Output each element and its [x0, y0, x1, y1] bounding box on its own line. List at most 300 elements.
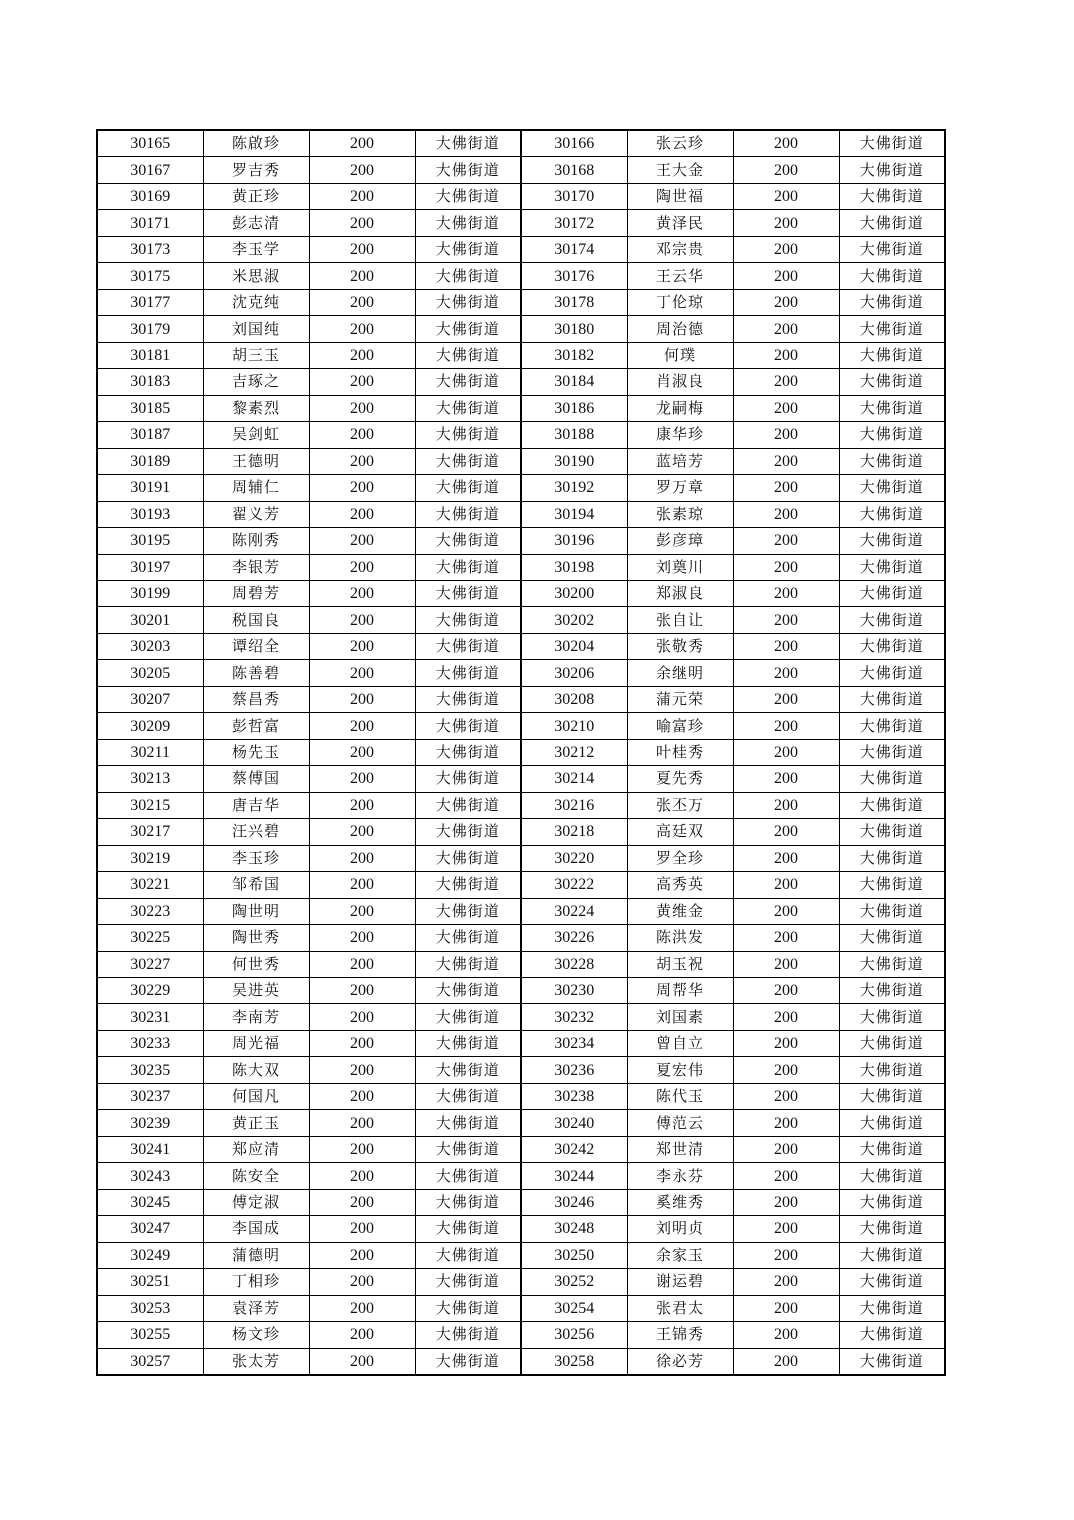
- left-street-cell: 大佛街道: [415, 1057, 521, 1083]
- left-amount-cell: 200: [309, 448, 415, 474]
- right-name-cell: 蓝培芳: [627, 448, 733, 474]
- left-amount-cell: 200: [309, 792, 415, 818]
- right-amount-cell: 200: [733, 898, 839, 924]
- right-id-cell: 30214: [521, 766, 627, 792]
- right-street-cell: 大佛街道: [839, 342, 945, 368]
- right-name-cell: 郑淑良: [627, 580, 733, 606]
- table-row: [97, 554, 945, 580]
- right-street-cell: 大佛街道: [839, 130, 945, 157]
- right-id-cell: 30230: [521, 978, 627, 1004]
- right-street-cell: 大佛街道: [839, 580, 945, 606]
- left-amount-cell: 200: [309, 263, 415, 289]
- left-amount-cell: 200: [309, 1083, 415, 1109]
- left-name-cell: 陶世秀: [203, 925, 309, 951]
- table-row: [97, 660, 945, 686]
- right-street-cell: 大佛街道: [839, 660, 945, 686]
- right-street-cell: 大佛街道: [839, 422, 945, 448]
- right-street-cell: 大佛街道: [839, 1348, 945, 1375]
- left-amount-cell: 200: [309, 766, 415, 792]
- left-street-cell: 大佛街道: [415, 660, 521, 686]
- left-street-cell: 大佛街道: [415, 422, 521, 448]
- table-row: [97, 183, 945, 209]
- table-row: [97, 263, 945, 289]
- table-row: [97, 607, 945, 633]
- right-name-cell: 曾自立: [627, 1030, 733, 1056]
- right-id-cell: 30256: [521, 1322, 627, 1348]
- left-street-cell: 大佛街道: [415, 898, 521, 924]
- left-street-cell: 大佛街道: [415, 978, 521, 1004]
- left-amount-cell: 200: [309, 236, 415, 262]
- table-row: [97, 1083, 945, 1109]
- right-street-cell: 大佛街道: [839, 898, 945, 924]
- left-id-cell: 30209: [97, 713, 203, 739]
- left-name-cell: 吴剑虹: [203, 422, 309, 448]
- left-id-cell: 30169: [97, 183, 203, 209]
- right-amount-cell: 200: [733, 951, 839, 977]
- left-street-cell: 大佛街道: [415, 263, 521, 289]
- left-street-cell: 大佛街道: [415, 792, 521, 818]
- right-id-cell: 30184: [521, 369, 627, 395]
- left-id-cell: 30207: [97, 686, 203, 712]
- left-amount-cell: 200: [309, 501, 415, 527]
- left-name-cell: 陈安全: [203, 1163, 309, 1189]
- right-street-cell: 大佛街道: [839, 792, 945, 818]
- left-amount-cell: 200: [309, 369, 415, 395]
- right-id-cell: 30246: [521, 1189, 627, 1215]
- right-id-cell: 30250: [521, 1242, 627, 1268]
- left-street-cell: 大佛街道: [415, 554, 521, 580]
- left-amount-cell: 200: [309, 633, 415, 659]
- left-amount-cell: 200: [309, 845, 415, 871]
- right-amount-cell: 200: [733, 1269, 839, 1295]
- table-row: [97, 289, 945, 315]
- left-street-cell: 大佛街道: [415, 1295, 521, 1321]
- right-amount-cell: 200: [733, 978, 839, 1004]
- right-street-cell: 大佛街道: [839, 554, 945, 580]
- left-street-cell: 大佛街道: [415, 395, 521, 421]
- left-street-cell: 大佛街道: [415, 342, 521, 368]
- table-row: [97, 422, 945, 448]
- right-id-cell: 30196: [521, 528, 627, 554]
- left-amount-cell: 200: [309, 978, 415, 1004]
- left-id-cell: 30257: [97, 1348, 203, 1375]
- right-amount-cell: 200: [733, 1030, 839, 1056]
- left-amount-cell: 200: [309, 130, 415, 157]
- right-street-cell: 大佛街道: [839, 713, 945, 739]
- right-amount-cell: 200: [733, 1322, 839, 1348]
- right-amount-cell: 200: [733, 845, 839, 871]
- right-name-cell: 王大金: [627, 157, 733, 183]
- right-id-cell: 30238: [521, 1083, 627, 1109]
- roster-table-body: [97, 130, 945, 1375]
- left-id-cell: 30193: [97, 501, 203, 527]
- left-id-cell: 30181: [97, 342, 203, 368]
- right-id-cell: 30176: [521, 263, 627, 289]
- right-name-cell: 黄泽民: [627, 210, 733, 236]
- right-name-cell: 龙嗣梅: [627, 395, 733, 421]
- right-id-cell: 30234: [521, 1030, 627, 1056]
- left-name-cell: 黄正玉: [203, 1110, 309, 1136]
- right-name-cell: 张自让: [627, 607, 733, 633]
- right-amount-cell: 200: [733, 819, 839, 845]
- right-name-cell: 张云珍: [627, 130, 733, 157]
- right-street-cell: 大佛街道: [839, 210, 945, 236]
- table-row: [97, 1242, 945, 1268]
- left-street-cell: 大佛街道: [415, 1242, 521, 1268]
- right-amount-cell: 200: [733, 872, 839, 898]
- table-row: [97, 210, 945, 236]
- left-id-cell: 30179: [97, 316, 203, 342]
- left-id-cell: 30253: [97, 1295, 203, 1321]
- right-id-cell: 30194: [521, 501, 627, 527]
- right-id-cell: 30226: [521, 925, 627, 951]
- left-amount-cell: 200: [309, 1057, 415, 1083]
- right-name-cell: 张丕万: [627, 792, 733, 818]
- right-id-cell: 30252: [521, 1269, 627, 1295]
- left-id-cell: 30205: [97, 660, 203, 686]
- right-amount-cell: 200: [733, 1110, 839, 1136]
- left-street-cell: 大佛街道: [415, 1269, 521, 1295]
- left-street-cell: 大佛街道: [415, 1083, 521, 1109]
- left-street-cell: 大佛街道: [415, 475, 521, 501]
- right-street-cell: 大佛街道: [839, 872, 945, 898]
- left-amount-cell: 200: [309, 1030, 415, 1056]
- left-amount-cell: 200: [309, 183, 415, 209]
- right-street-cell: 大佛街道: [839, 448, 945, 474]
- right-amount-cell: 200: [733, 1136, 839, 1162]
- left-amount-cell: 200: [309, 872, 415, 898]
- right-name-cell: 周治德: [627, 316, 733, 342]
- right-name-cell: 刘奠川: [627, 554, 733, 580]
- left-street-cell: 大佛街道: [415, 1216, 521, 1242]
- left-name-cell: 米思淑: [203, 263, 309, 289]
- right-name-cell: 喻富珍: [627, 713, 733, 739]
- left-id-cell: 30243: [97, 1163, 203, 1189]
- right-amount-cell: 200: [733, 422, 839, 448]
- left-street-cell: 大佛街道: [415, 210, 521, 236]
- right-street-cell: 大佛街道: [839, 607, 945, 633]
- left-name-cell: 杨文珍: [203, 1322, 309, 1348]
- right-id-cell: 30224: [521, 898, 627, 924]
- right-amount-cell: 200: [733, 607, 839, 633]
- left-name-cell: 谭绍全: [203, 633, 309, 659]
- left-id-cell: 30219: [97, 845, 203, 871]
- right-name-cell: 夏先秀: [627, 766, 733, 792]
- table-row: [97, 951, 945, 977]
- right-amount-cell: 200: [733, 1163, 839, 1189]
- right-amount-cell: 200: [733, 580, 839, 606]
- left-name-cell: 黎素烈: [203, 395, 309, 421]
- left-id-cell: 30189: [97, 448, 203, 474]
- right-id-cell: 30168: [521, 157, 627, 183]
- left-street-cell: 大佛街道: [415, 633, 521, 659]
- right-id-cell: 30254: [521, 1295, 627, 1321]
- right-id-cell: 30174: [521, 236, 627, 262]
- right-id-cell: 30178: [521, 289, 627, 315]
- left-name-cell: 李银芳: [203, 554, 309, 580]
- right-id-cell: 30242: [521, 1136, 627, 1162]
- left-name-cell: 彭志清: [203, 210, 309, 236]
- left-amount-cell: 200: [309, 554, 415, 580]
- table-row: [97, 236, 945, 262]
- right-street-cell: 大佛街道: [839, 475, 945, 501]
- left-amount-cell: 200: [309, 395, 415, 421]
- right-name-cell: 郑世清: [627, 1136, 733, 1162]
- right-street-cell: 大佛街道: [839, 1110, 945, 1136]
- right-id-cell: 30180: [521, 316, 627, 342]
- right-street-cell: 大佛街道: [839, 1242, 945, 1268]
- right-name-cell: 傅范云: [627, 1110, 733, 1136]
- left-amount-cell: 200: [309, 1322, 415, 1348]
- right-amount-cell: 200: [733, 1295, 839, 1321]
- table-row: [97, 1030, 945, 1056]
- right-id-cell: 30202: [521, 607, 627, 633]
- right-amount-cell: 200: [733, 660, 839, 686]
- right-name-cell: 陈代玉: [627, 1083, 733, 1109]
- left-id-cell: 30201: [97, 607, 203, 633]
- table-row: [97, 1189, 945, 1215]
- right-id-cell: 30220: [521, 845, 627, 871]
- right-name-cell: 蒲元荣: [627, 686, 733, 712]
- table-row: [97, 130, 945, 157]
- left-name-cell: 周辅仁: [203, 475, 309, 501]
- right-street-cell: 大佛街道: [839, 925, 945, 951]
- right-street-cell: 大佛街道: [839, 395, 945, 421]
- left-name-cell: 杨先玉: [203, 739, 309, 765]
- right-id-cell: 30170: [521, 183, 627, 209]
- left-amount-cell: 200: [309, 1216, 415, 1242]
- right-name-cell: 康华珍: [627, 422, 733, 448]
- right-street-cell: 大佛街道: [839, 633, 945, 659]
- left-id-cell: 30191: [97, 475, 203, 501]
- right-street-cell: 大佛街道: [839, 1216, 945, 1242]
- right-name-cell: 高秀英: [627, 872, 733, 898]
- right-street-cell: 大佛街道: [839, 183, 945, 209]
- left-id-cell: 30211: [97, 739, 203, 765]
- right-id-cell: 30166: [521, 130, 627, 157]
- left-id-cell: 30255: [97, 1322, 203, 1348]
- right-name-cell: 胡玉祝: [627, 951, 733, 977]
- left-id-cell: 30241: [97, 1136, 203, 1162]
- right-id-cell: 30186: [521, 395, 627, 421]
- right-id-cell: 30244: [521, 1163, 627, 1189]
- left-amount-cell: 200: [309, 819, 415, 845]
- right-amount-cell: 200: [733, 316, 839, 342]
- table-row: [97, 1322, 945, 1348]
- right-street-cell: 大佛街道: [839, 263, 945, 289]
- left-name-cell: 丁相珍: [203, 1269, 309, 1295]
- right-name-cell: 徐必芳: [627, 1348, 733, 1375]
- left-street-cell: 大佛街道: [415, 713, 521, 739]
- right-name-cell: 夏宏伟: [627, 1057, 733, 1083]
- right-street-cell: 大佛街道: [839, 369, 945, 395]
- table-row: [97, 898, 945, 924]
- right-name-cell: 刘国素: [627, 1004, 733, 1030]
- left-name-cell: 郑应清: [203, 1136, 309, 1162]
- right-id-cell: 30200: [521, 580, 627, 606]
- left-street-cell: 大佛街道: [415, 1030, 521, 1056]
- left-street-cell: 大佛街道: [415, 686, 521, 712]
- right-amount-cell: 200: [733, 448, 839, 474]
- left-id-cell: 30233: [97, 1030, 203, 1056]
- left-amount-cell: 200: [309, 951, 415, 977]
- left-id-cell: 30225: [97, 925, 203, 951]
- right-street-cell: 大佛街道: [839, 157, 945, 183]
- left-street-cell: 大佛街道: [415, 925, 521, 951]
- right-amount-cell: 200: [733, 766, 839, 792]
- table-row: [97, 448, 945, 474]
- table-row: [97, 342, 945, 368]
- left-id-cell: 30239: [97, 1110, 203, 1136]
- left-name-cell: 李国成: [203, 1216, 309, 1242]
- right-amount-cell: 200: [733, 1348, 839, 1375]
- left-street-cell: 大佛街道: [415, 1110, 521, 1136]
- left-id-cell: 30215: [97, 792, 203, 818]
- left-amount-cell: 200: [309, 1110, 415, 1136]
- right-id-cell: 30188: [521, 422, 627, 448]
- table-row: [97, 872, 945, 898]
- left-amount-cell: 200: [309, 157, 415, 183]
- left-amount-cell: 200: [309, 210, 415, 236]
- right-name-cell: 罗全珍: [627, 845, 733, 871]
- right-amount-cell: 200: [733, 686, 839, 712]
- table-row: [97, 1163, 945, 1189]
- right-name-cell: 邓宗贵: [627, 236, 733, 262]
- right-amount-cell: 200: [733, 1189, 839, 1215]
- left-name-cell: 袁泽芳: [203, 1295, 309, 1321]
- table-row: [97, 925, 945, 951]
- right-amount-cell: 200: [733, 1242, 839, 1268]
- left-id-cell: 30183: [97, 369, 203, 395]
- right-id-cell: 30210: [521, 713, 627, 739]
- right-name-cell: 谢运碧: [627, 1269, 733, 1295]
- left-id-cell: 30203: [97, 633, 203, 659]
- right-street-cell: 大佛街道: [839, 1189, 945, 1215]
- right-amount-cell: 200: [733, 739, 839, 765]
- right-amount-cell: 200: [733, 369, 839, 395]
- left-amount-cell: 200: [309, 739, 415, 765]
- left-name-cell: 陈刚秀: [203, 528, 309, 554]
- right-street-cell: 大佛街道: [839, 1163, 945, 1189]
- table-row: [97, 845, 945, 871]
- table-row: [97, 316, 945, 342]
- left-amount-cell: 200: [309, 1242, 415, 1268]
- left-id-cell: 30165: [97, 130, 203, 157]
- right-street-cell: 大佛街道: [839, 1057, 945, 1083]
- right-street-cell: 大佛街道: [839, 1030, 945, 1056]
- left-id-cell: 30175: [97, 263, 203, 289]
- right-id-cell: 30212: [521, 739, 627, 765]
- table-row: [97, 978, 945, 1004]
- left-name-cell: 周光福: [203, 1030, 309, 1056]
- right-id-cell: 30222: [521, 872, 627, 898]
- left-amount-cell: 200: [309, 1295, 415, 1321]
- right-id-cell: 30206: [521, 660, 627, 686]
- right-amount-cell: 200: [733, 792, 839, 818]
- left-amount-cell: 200: [309, 925, 415, 951]
- right-street-cell: 大佛街道: [839, 766, 945, 792]
- left-id-cell: 30247: [97, 1216, 203, 1242]
- left-name-cell: 邹希国: [203, 872, 309, 898]
- left-name-cell: 张太芳: [203, 1348, 309, 1375]
- left-street-cell: 大佛街道: [415, 369, 521, 395]
- right-name-cell: 张敬秀: [627, 633, 733, 659]
- left-amount-cell: 200: [309, 898, 415, 924]
- left-name-cell: 陶世明: [203, 898, 309, 924]
- left-name-cell: 陈啟珍: [203, 130, 309, 157]
- right-amount-cell: 200: [733, 528, 839, 554]
- right-amount-cell: 200: [733, 713, 839, 739]
- left-name-cell: 蔡傅国: [203, 766, 309, 792]
- right-amount-cell: 200: [733, 1004, 839, 1030]
- left-name-cell: 陈大双: [203, 1057, 309, 1083]
- right-id-cell: 30228: [521, 951, 627, 977]
- left-amount-cell: 200: [309, 422, 415, 448]
- left-amount-cell: 200: [309, 342, 415, 368]
- left-name-cell: 吴进英: [203, 978, 309, 1004]
- left-amount-cell: 200: [309, 475, 415, 501]
- right-street-cell: 大佛街道: [839, 1136, 945, 1162]
- left-amount-cell: 200: [309, 1136, 415, 1162]
- right-amount-cell: 200: [733, 263, 839, 289]
- left-amount-cell: 200: [309, 1269, 415, 1295]
- right-id-cell: 30216: [521, 792, 627, 818]
- table-row: [97, 1348, 945, 1375]
- right-amount-cell: 200: [733, 183, 839, 209]
- right-amount-cell: 200: [733, 1057, 839, 1083]
- left-amount-cell: 200: [309, 607, 415, 633]
- left-id-cell: 30199: [97, 580, 203, 606]
- right-amount-cell: 200: [733, 157, 839, 183]
- right-name-cell: 王锦秀: [627, 1322, 733, 1348]
- left-id-cell: 30217: [97, 819, 203, 845]
- left-id-cell: 30245: [97, 1189, 203, 1215]
- left-name-cell: 李玉学: [203, 236, 309, 262]
- right-name-cell: 何璞: [627, 342, 733, 368]
- right-name-cell: 叶桂秀: [627, 739, 733, 765]
- right-id-cell: 30240: [521, 1110, 627, 1136]
- right-name-cell: 丁伦琼: [627, 289, 733, 315]
- left-street-cell: 大佛街道: [415, 951, 521, 977]
- roster-table: [96, 129, 946, 1376]
- right-street-cell: 大佛街道: [839, 1269, 945, 1295]
- left-name-cell: 翟义芳: [203, 501, 309, 527]
- right-id-cell: 30218: [521, 819, 627, 845]
- left-amount-cell: 200: [309, 660, 415, 686]
- right-name-cell: 余家玉: [627, 1242, 733, 1268]
- table-row: [97, 1004, 945, 1030]
- left-street-cell: 大佛街道: [415, 1163, 521, 1189]
- right-amount-cell: 200: [733, 210, 839, 236]
- right-amount-cell: 200: [733, 1083, 839, 1109]
- left-id-cell: 30235: [97, 1057, 203, 1083]
- table-row: [97, 1295, 945, 1321]
- left-street-cell: 大佛街道: [415, 236, 521, 262]
- left-name-cell: 何国凡: [203, 1083, 309, 1109]
- left-amount-cell: 200: [309, 528, 415, 554]
- left-name-cell: 唐吉华: [203, 792, 309, 818]
- left-street-cell: 大佛街道: [415, 766, 521, 792]
- right-name-cell: 张素琼: [627, 501, 733, 527]
- left-id-cell: 30251: [97, 1269, 203, 1295]
- left-id-cell: 30237: [97, 1083, 203, 1109]
- right-name-cell: 周帮华: [627, 978, 733, 1004]
- table-row: [97, 528, 945, 554]
- right-street-cell: 大佛街道: [839, 951, 945, 977]
- right-id-cell: 30232: [521, 1004, 627, 1030]
- right-name-cell: 陈洪发: [627, 925, 733, 951]
- right-street-cell: 大佛街道: [839, 528, 945, 554]
